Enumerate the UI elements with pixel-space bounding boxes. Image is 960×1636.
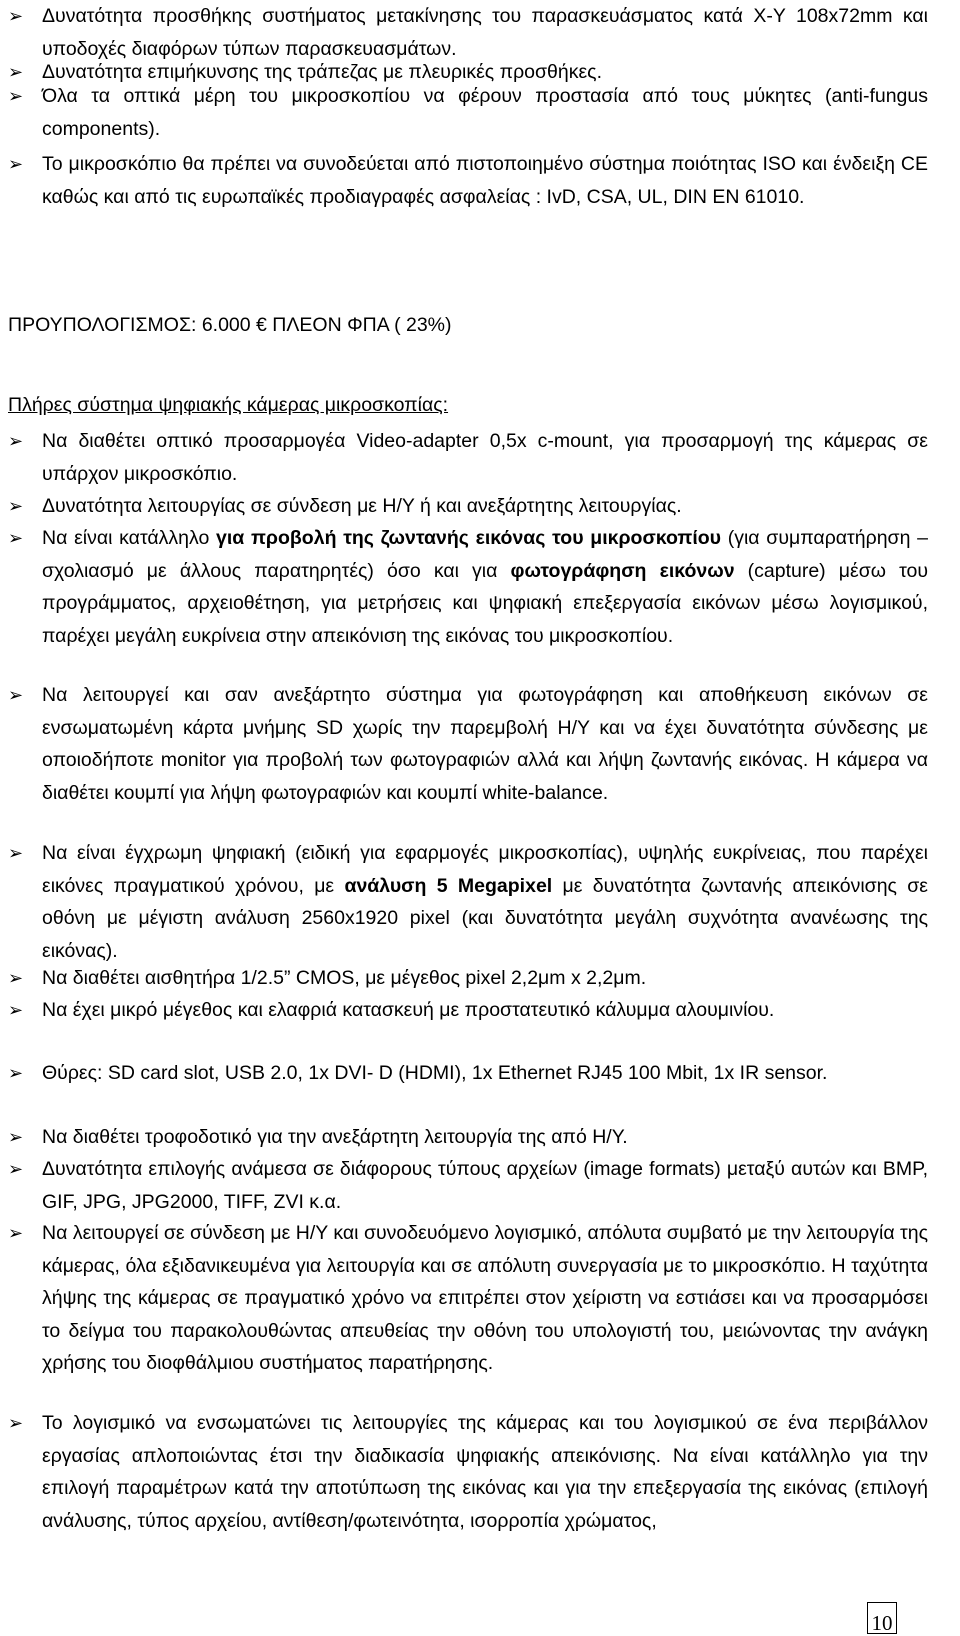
bullet-arrow-icon: ➢ (8, 1223, 24, 1243)
emphasis-live-view: για προβολή της ζωντανής εικόνας του μικροσκοπίου (216, 527, 722, 549)
bullet-arrow-icon: ➢ (8, 1413, 24, 1433)
list-item (8, 425, 928, 490)
bullet-arrow-icon: ➢ (8, 1127, 24, 1147)
bullet-text: Θύρες: SD card slot, USB 2.0, 1x DVI- D (HDMI), 1x Ethernet RJ45 100 Mbit, 1x IR sensor. (42, 1062, 828, 1084)
bullet-text: Να διαθέτει τροφοδοτικό για την ανεξάρτητη λειτουργία της από Η/Υ. (42, 1126, 628, 1148)
list-item (8, 1057, 928, 1090)
bullet-arrow-icon: ➢ (8, 685, 24, 705)
list-item (8, 1153, 928, 1218)
list-item (8, 80, 928, 145)
bullet-text: Το λογισμικό να ενσωματώνει τις λειτουργίες της κάμερας και του λογισμικού σε ένα περιβάλλον εργασίας απλοποιώντας έτσι την διαδικασία ψηφιακής απεικόνισης. Να είναι κατάλληλο για την επιλογή παραμέτρων κατά την αποτύπωση της εικόνας και για την επεξεργασία της εικόνας (επιλογή ανάλυσης, τύπος αρχείου, αντίθεση/φωτεινότητα, ισορροπία χρώματος, (42, 1412, 928, 1532)
bullet-arrow-icon: ➢ (8, 62, 24, 82)
bullet-text: Να είναι κατάλληλο για προβολή της ζωντανής εικόνας του μικροσκοπίου (για συμπαρατήρηση – σχολιασμό με άλλους παρατηρητές) όσο και για φωτογράφηση εικόνων (capture) μέσω του προγράμματος, αρχειοθέτηση, για μετρήσεις και ψηφιακή επεξεργασία εικόνων μέσω λογισμικού, παρέχει μεγάλη ευκρίνεια στην απεικόνιση της εικόνας του μικροσκοπίου. (42, 527, 929, 647)
bullet-arrow-icon: ➢ (8, 1063, 24, 1083)
bullet-arrow-icon: ➢ (8, 1159, 24, 1179)
list-item (8, 1121, 928, 1154)
bullet-text: Δυνατότητα προσθήκης συστήματος μετακίνησης του παρασκευάσματος κατά Χ-Υ 108x72mm και υποδοχές διαφόρων τύπων παρασκευασμάτων. (42, 5, 928, 60)
bullet-text: Δυνατότητα επιμήκυνσης της τράπεζας με πλευρικές προσθήκες. (42, 61, 602, 83)
page-number: 10 (867, 1602, 897, 1634)
bullet-arrow-icon: ➢ (8, 528, 24, 548)
camera-section-title: Πλήρες σύστημα ψηφιακής κάμερας μικροσκοπίας: (8, 394, 449, 416)
list-item (8, 148, 928, 213)
bullet-text: Να διαθέτει αισθητήρα 1/2.5” CMOS, με μέγεθος pixel 2,2μm x 2,2μm. (42, 967, 647, 989)
list-item (8, 837, 928, 967)
bullet-text: Δυνατότητα επιλογής ανάμεσα σε διάφορους τύπους αρχείων (image formats) μεταξύ αυτών και BMP, GIF, JPG, JPG2000, TIFF, ZVI κ.α. (42, 1158, 928, 1213)
emphasis-photography: φωτογράφηση εικόνων (510, 559, 735, 582)
emphasis-resolution: ανάλυση 5 Megapixel (344, 874, 553, 897)
bullet-text: Να έχει μικρό μέγεθος και ελαφριά κατασκευή με προστατευτικό κάλυμμα αλουμινίου. (42, 999, 775, 1021)
bullet-arrow-icon: ➢ (8, 431, 24, 451)
list-item (8, 994, 928, 1027)
budget-line: ΠΡΟΥΠΟΛΟΓΙΣΜΟΣ: 6.000 € ΠΛΕΟΝ ΦΠΑ ( 23%) (8, 314, 452, 336)
bullet-arrow-icon: ➢ (8, 154, 24, 174)
bullet-arrow-icon: ➢ (8, 968, 24, 988)
bullet-text: Να είναι έγχρωμη ψηφιακή (ειδική για εφαρμογές μικροσκοπίας), υψηλής ευκρίνειας, που παρέχει εικόνες πραγματικού χρόνου, με ανάλυση 5 Megapixel με δυνατότητα ζωντανής απεικόνισης σε οθόνη με μέγιστη ανάλυση 2560x1920 pixel (και δυνατότητα μεγάλη συχνότητα ανανέωσης της εικόνας). (42, 842, 929, 962)
list-item (8, 962, 928, 995)
bullet-arrow-icon: ➢ (8, 86, 24, 106)
bullet-text: Να λειτουργεί και σαν ανεξάρτητο σύστημα για φωτογράφηση και αποθήκευση εικόνων σε ενσωματωμένη κάρτα μνήμης SD χωρίς την παρεμβολή Η/Υ και να έχει δυνατότητα σύνδεσης με οποιοδήποτε monitor για προβολή των φωτογραφιών αλλά και λήψη ζωντανής εικόνας. Η κάμερα να διαθέτει κουμπί για λήψη φωτογραφιών και κουμπί white-balance. (42, 684, 928, 804)
bullet-text: Δυνατότητα λειτουργίας σε σύνδεση με Η/Υ ή και ανεξάρτητης λειτουργίας. (42, 495, 682, 517)
bullet-arrow-icon: ➢ (8, 1000, 24, 1020)
bullet-text: Να διαθέτει οπτικό προσαρμογέα Video-adapter 0,5x c-mount, για προσαρμογή της κάμερας σε υπάρχον μικροσκόπιο. (42, 430, 928, 485)
bullet-text: Να λειτουργεί σε σύνδεση με Η/Υ και συνοδευόμενο λογισμικό, απόλυτα συμβατό με την λειτουργία της κάμερας, όλα εξιδανικευμένα για λειτουργία και σε απόλυτη συνεργασία με το μικροσκόπιο. Η ταχύτητα λήψης της κάμερας σε πραγματικό χρόνο να επιτρέπει στον χείριστη να εστιάσει και να προσαρμόσει το δείγμα του παρακολουθώντας απευθείας την οθόνη του υπολογιστή του, μειώνοντας την ανάγκη χρήσης του διοφθάλμιου συστήματος παρατήρησης. (42, 1222, 928, 1375)
list-item (8, 1217, 928, 1380)
list-item (8, 1407, 928, 1537)
list-item (8, 522, 928, 652)
bullet-text: Το μικροσκόπιο θα πρέπει να συνοδεύεται από πιστοποιημένο σύστημα ποιότητας ISO και ένδειξη CE καθώς και από τις ευρωπαϊκές προδιαγραφές ασφαλείας : IvD, CSA, UL, DIN EN 61010. (42, 153, 928, 208)
list-item (8, 490, 928, 523)
bullet-arrow-icon: ➢ (8, 843, 24, 863)
bullet-text: Όλα τα οπτικά μέρη του μικροσκοπίου να φέρουν προστασία από τους μύκητες (anti-fungus components). (42, 85, 928, 140)
bullet-arrow-icon: ➢ (8, 6, 24, 26)
list-item (8, 679, 928, 809)
bullet-arrow-icon: ➢ (8, 496, 24, 516)
